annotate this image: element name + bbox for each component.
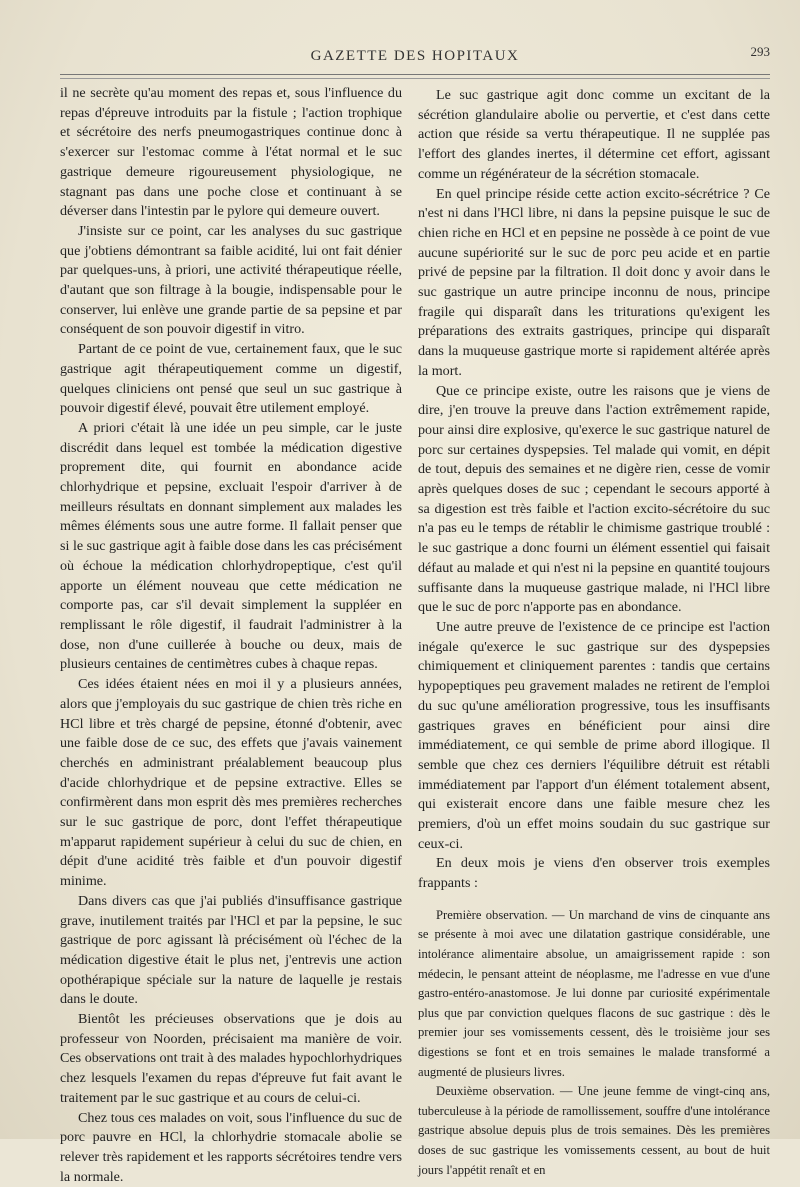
page-number: 293	[750, 44, 770, 59]
header-rule-top	[60, 74, 770, 75]
paragraph: J'insiste sur ce point, car les analyses du suc gastrique que j'obtiens démontrant sa faible acidité, lui ont fait dénier par quelques-uns, à priori, une activité thérapeutique réelle, d'autant que son filtrage à la bougie, indispensable pour le conserver, lui enlève une grande partie de sa pepsine et par conséquent de son pouvoir digestif in vitro.	[60, 222, 402, 338]
observation-first: Première observation. — Un marchand de vins de cinquante ans se présente à moi avec une dilatation gastrique considérable, une intolérance alimentaire absolue, un amaigrissement rapide : son médecin, le pensant atteint de néoplasme, me l'adresse en vue d'une gastro-entéro-anastomose. Je lui donne par curiosité expérimentale plus que par conviction quelques flacons de suc gastrique : dès le premier jour ses vomissements cessent, dès le troisième jour ses digestions se font et en trois semaines le malade transformé a augmenté de plusieurs livres.	[418, 907, 770, 1079]
paragraph: En deux mois je viens d'en observer trois exemples frappants :	[418, 855, 770, 892]
paragraph: Partant de ce point de vue, certainement faux, que le suc gastrique agit thérapeutiquement comme un digestif, quelques cliniciens ont pensé que seul un suc gastrique à pouvoir digestif élevé, pouvait être utilement employé.	[60, 341, 402, 417]
page-header	[60, 44, 770, 70]
header-rule-bottom	[60, 78, 770, 79]
paragraph: Que ce principe existe, outre les raisons que je viens de dire, j'en trouve la preuve dans l'action extrêmement rapide, pour ainsi dire explosive, qu'exerce le suc gastrique naturel de porc sur certaines dyspepsies. Tel malade qui vomit, en dépit de tout, depuis des semaines et ne digère rien, cesse de vomir après quelques doses de suc ; cependant le secours apporté à sa digestion est très faible et l'action excito-sécrétoire du suc n'a pas eu le temps de rétablir le chimisme gastrique troublé : le suc gastrique a donc fourni un élément essentiel qui faisait défaut au malade et qui n'est ni la pepsine en quantité toujours suffisante dans la muqueuse gastrique malade, ni l'HCl libre que le suc de porc n'apporte pas en abondance.	[418, 382, 770, 616]
paragraph: A priori c'était là une idée un peu simple, car le juste discrédit dans lequel est tombée la médication digestive proprement dite, qui fournit en abondance acide chlorhydrique et pepsine, excluait l'espoir d'arriver à de meilleurs résultats en donnant simplement aux malades les mêmes éléments sous une autre forme. Il fallait penser que si le suc gastrique agit à faible dose dans les cas précisément où échoue la médication chlorhydropeptique, c'est qu'il apporte un élément nouveau que cette médication ne comporte pas, car s'il devait simplement la suppléer en remplissant le rôle digestif, il faudrait l'administrer à la dose, non d'une cuillerée à bouche ou deux, mais de plusieurs centaines de centimètres cubes à chaque repas.	[60, 419, 402, 673]
paragraph: Bientôt les précieuses observations que je dois au professeur von Noorden, précisaient ma manière de voir. Ces observations ont trait à des malades hypochlorhydriques chez lesquels l'examen du repas d'épreuve fut fait avant le traitement par le suc gastrique et au cours de celui-ci.	[60, 1011, 402, 1106]
paragraph: Chez tous ces malades on voit, sous l'influence du suc de porc pauvre en HCl, la chlorhydrie stomacale abolie se relever très rapidement et les rapports sécrétoires tendre vers la normale.	[60, 1109, 403, 1185]
left-column	[60, 84, 402, 1187]
paragraph: Ces idées étaient nées en moi il y a plusieurs années, alors que j'employais du suc gastrique de chien très riche en HCl libre et très chargé de pepsine, étonné d'obtenir, avec une faible dose de ce suc, des effets que j'avais vainement cherchés en administrant préalablement beaucoup plus d'acide chlorhydrique et de pepsine extractive. Elles se confirmèrent dans mon esprit dès mes premières recherches sur le suc gastrique de porc, dont l'effet thérapeutique m'apparut rapidement supérieur à celui du suc de chien, en dépit d'une acidité très faible et d'un pouvoir digestif minime.	[60, 676, 402, 890]
paragraph: il ne secrète qu'au moment des repas et, sous l'influence du repas d'épreuve introduits par la fistule ; l'action trophique et sécrétoire des nerfs pneumogastriques continue donc à s'exercer sur l'estomac comme à l'état normal et le suc gastrique demeure rigoureusement physiologique, ne stagnant pas dans une poche close et continuant à se déverser dans l'intestin par le pylore qui demeure ouvert.	[60, 85, 402, 220]
observation-second: Deuxième observation. — Une jeune femme de vingt-cinq ans, tuberculeuse à la période de ramollissement, souffre d'une intolérance gastrique absolue depuis plus de trois semaines. Dès les premières doses de suc gastrique les vomissements cessent, au bout de huit jours l'appétit renaît et en	[418, 1084, 770, 1177]
paragraph: Le suc gastrique agit donc comme un excitant de la sécrétion glandulaire abolie ou pervertie, et c'est dans cette action que réside sa vertu thérapeutique. Il ne supplée pas l'effort des glandes inertes, il détermine cet effort, agissant comme un régénérateur de la sécrétion stomacale.	[418, 87, 770, 182]
paragraph: Une autre preuve de l'existence de ce principe est l'action inégale qu'exerce le suc gastrique sur des dyspepsies chimiquement et cliniquement parentes : tandis que certains hypopeptiques peu gravement malades ne retirent de l'emploi du suc qu'une amélioration progressive, tous les insuffisants gastriques graves en bénéficient pour ainsi dire immédiatement, ce qui semble de prime abord illogique. Il semble que chez ces derniers l'équilibre détruit est rétabli immédiatement par l'apport d'un élément totalement absent, qui existerait encore dans une faible mesure chez les premiers, d'où un effet moins soudain du suc gastrique sur ceux-ci.	[418, 618, 770, 852]
paragraph: Dans divers cas que j'ai publiés d'insuffisance gastrique grave, inutilement traités par l'HCl et par la pepsine, le suc gastrique de porc agissant là précisément où l'échec de la médication digestive était le plus net, j'entrevis une action opothérapique spéciale sur la nature de laquelle je restais dans le doute.	[60, 892, 402, 1008]
right-column	[418, 86, 770, 1180]
paragraph: En quel principe réside cette action excito-sécrétrice ? Ce n'est ni dans l'HCl libre, ni dans la pepsine puisque le suc de chien riche en HCl et en pepsine ne possède à ce point de vue aucune supériorité sur le suc de porc peu acide et en partie privé de pepsine par la filtration. Il doit donc y avoir dans le suc gastrique un autre principe inconnu de nous, principe fragile qui disparaît dans les triturations qu'exigent les préparations des extraits gastriques, principe qui disparaît dans la muqueuse gastrique morte si rapidement altérée après la mort.	[418, 185, 770, 379]
journal-title: GAZETTE DES HOPITAUX	[310, 48, 520, 64]
